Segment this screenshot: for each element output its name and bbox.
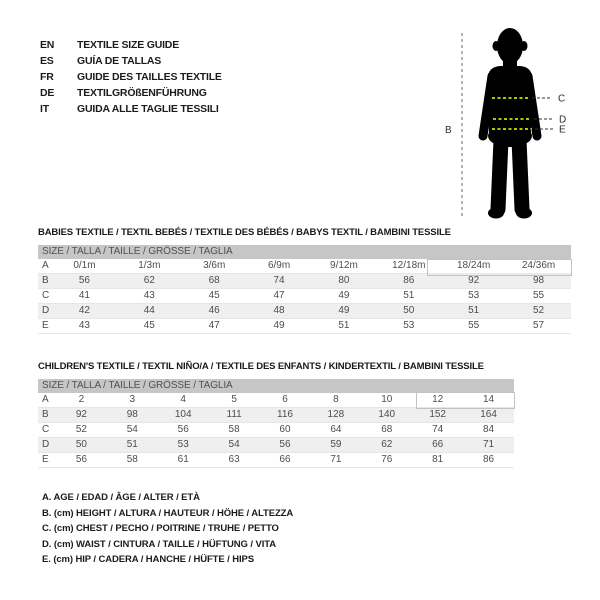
babies-size-table-section (38, 227, 571, 334)
row-label: D (42, 305, 50, 316)
children-table-rows (38, 393, 514, 468)
table-cell: 68 (381, 424, 393, 435)
table-cell: 54 (228, 439, 240, 450)
table-cell: 74 (432, 424, 444, 435)
table-cell: 57 (533, 320, 545, 331)
table-cell: 45 (143, 320, 155, 331)
language-code: EN (40, 39, 55, 51)
table-cell: 50 (403, 305, 415, 316)
table-cell: 44 (143, 305, 155, 316)
language-code: DE (40, 87, 55, 99)
table-cell: 24/36m (521, 260, 556, 271)
table-row-a (38, 393, 514, 408)
table-row-c (38, 423, 514, 438)
table-cell: 50 (75, 439, 87, 450)
table-cell: 74 (273, 275, 285, 286)
legend-line-waist: D. (cm) WAIST / CINTURA / TAILLE / HÜFTUNG / VITA (42, 538, 276, 550)
table-cell: 80 (338, 275, 350, 286)
table-cell: 58 (126, 454, 138, 465)
table-cell: 49 (338, 290, 350, 301)
table-cell: 56 (177, 424, 189, 435)
table-cell: 84 (482, 424, 495, 435)
row-label: B (42, 409, 49, 420)
waist-label: D (559, 114, 567, 126)
row-label: C (42, 290, 50, 301)
language-code: ES (40, 55, 54, 67)
table-cell: 52 (75, 424, 87, 435)
table-cell: 5 (231, 394, 237, 405)
table-row-b (38, 408, 514, 423)
legend-line-chest: C. (cm) CHEST / PECHO / POITRINE / TRUHE / PETTO (42, 523, 279, 535)
table-cell: 12/18m (392, 260, 426, 271)
table-cell: 43 (143, 290, 155, 301)
hip-label: E (559, 124, 566, 136)
table-cell: 4 (180, 394, 186, 405)
row-label: D (42, 439, 50, 450)
table-cell: 51 (468, 305, 480, 316)
language-list (40, 37, 222, 117)
table-cell: 14 (482, 394, 495, 405)
children-table-title: CHILDREN'S TEXTILE / TEXTIL NIÑO/A / TEXTILE DES ENFANTS / KINDERTEXTIL / BAMBINI TESSILE (38, 361, 484, 372)
table-cell: 18/24m (457, 260, 491, 271)
table-cell: 48 (273, 305, 285, 316)
table-cell: 55 (533, 290, 545, 301)
table-cell: 66 (432, 439, 444, 450)
table-cell: 47 (208, 320, 220, 331)
table-cell: 3 (129, 394, 136, 405)
height-label: B (445, 125, 452, 136)
table-cell: 62 (143, 275, 155, 286)
table-cell: 71 (482, 439, 495, 450)
table-cell: 42 (78, 305, 90, 316)
legend-line-height: B. (cm) HEIGHT / ALTURA / HAUTEUR / HÖHE / ALTEZZA (42, 507, 294, 519)
row-label: A (42, 260, 49, 271)
language-row-es (40, 53, 222, 69)
table-cell: 56 (75, 454, 87, 465)
table-cell: 66 (279, 454, 291, 465)
language-row-fr (40, 69, 222, 85)
table-cell: 104 (174, 409, 192, 420)
table-cell: 45 (208, 290, 220, 301)
legend-line-age: A. AGE / EDAD / ÂGE / ALTER / ETÀ (42, 492, 200, 503)
table-cell: 53 (177, 439, 189, 450)
measurement-legend (42, 490, 293, 568)
table-cell: 8 (333, 394, 339, 405)
table-cell: 2 (78, 394, 85, 405)
table-cell: 49 (338, 305, 350, 316)
table-cell: 41 (78, 290, 90, 301)
table-row-e (38, 319, 571, 334)
child-measurement-figure (440, 12, 580, 227)
table-cell: 92 (468, 275, 480, 286)
table-cell: 58 (228, 424, 240, 435)
table-cell: 47 (273, 290, 285, 301)
table-cell: 164 (480, 409, 497, 420)
table-row-d (38, 438, 514, 453)
row-label: E (42, 320, 49, 331)
table-cell: 10 (381, 394, 393, 405)
table-row-b (38, 274, 571, 289)
language-title: GUIDE DES TAILLES TEXTILE (77, 71, 222, 83)
row-label: C (42, 424, 50, 435)
table-cell: 61 (177, 454, 189, 465)
table-cell: 116 (277, 409, 293, 420)
chest-label: C (558, 93, 566, 105)
language-row-de (40, 85, 222, 101)
size-header-bar: SIZE / TALLA / TAILLE / GRÖSSE / TAGLIA (38, 245, 571, 259)
table-cell: 76 (381, 454, 393, 465)
table-cell: 49 (273, 320, 285, 331)
babies-table-rows (38, 259, 571, 334)
table-cell: 59 (330, 439, 342, 450)
table-cell: 43 (78, 320, 90, 331)
table-cell: 63 (228, 454, 240, 465)
table-cell: 98 (533, 275, 545, 286)
table-cell: 51 (126, 439, 138, 450)
children-size-table-section (38, 361, 514, 468)
table-row-a (38, 259, 571, 274)
table-cell: 81 (432, 454, 444, 465)
row-label: E (42, 454, 49, 465)
table-cell: 54 (126, 424, 138, 435)
table-cell: 111 (226, 409, 242, 420)
size-header-bar: SIZE / TALLA / TAILLE / GRÖSSE / TAGLIA (38, 379, 514, 393)
table-row-e (38, 453, 514, 468)
table-cell: 1/3m (138, 260, 161, 271)
table-cell: 9/12m (330, 260, 358, 271)
language-code: FR (40, 71, 54, 83)
babies-table-title: BABIES TEXTILE / TEXTIL BEBÉS / TEXTILE DES BÉBÉS / BABYS TEXTIL / BAMBINI TESSILE (38, 227, 451, 238)
language-row-it (40, 101, 222, 117)
table-cell: 6 (282, 394, 288, 405)
table-cell: 53 (468, 290, 480, 301)
child-silhouette-icon (440, 12, 580, 227)
table-cell: 55 (468, 320, 480, 331)
table-cell: 86 (482, 454, 495, 465)
table-cell: 128 (327, 409, 345, 420)
table-cell: 68 (208, 275, 220, 286)
table-cell: 12 (432, 394, 444, 405)
table-cell: 52 (533, 305, 545, 316)
language-code: IT (40, 103, 49, 115)
row-label: B (42, 275, 49, 286)
language-title: GUÍA DE TALLAS (77, 55, 162, 67)
table-cell: 62 (381, 439, 393, 450)
table-cell: 53 (403, 320, 415, 331)
table-cell: 152 (429, 409, 446, 420)
table-cell: 64 (330, 424, 342, 435)
table-cell: 60 (279, 424, 291, 435)
table-cell: 51 (338, 320, 350, 331)
table-cell: 56 (78, 275, 90, 286)
legend-line-hip: E. (cm) HIP / CADERA / HANCHE / HÜFTE / HIPS (42, 554, 255, 566)
table-cell: 98 (126, 409, 138, 420)
table-cell: 51 (403, 290, 415, 301)
table-cell: 6/9m (267, 260, 291, 271)
table-cell: 86 (403, 275, 415, 286)
language-title: TEXTILE SIZE GUIDE (77, 39, 179, 51)
table-row-c (38, 289, 571, 304)
language-row-en (40, 37, 222, 53)
table-cell: 92 (75, 409, 87, 420)
language-title: GUIDA ALLE TAGLIE TESSILI (77, 103, 219, 115)
table-cell: 56 (279, 439, 291, 450)
table-cell: 3/6m (203, 260, 226, 271)
table-cell: 140 (378, 409, 396, 420)
table-cell: 71 (330, 454, 342, 465)
language-title: TEXTILGRÖßENFÜHRUNG (77, 87, 207, 99)
table-cell: 46 (208, 305, 220, 316)
table-row-d (38, 304, 571, 319)
table-cell: 0/1m (73, 260, 96, 271)
row-label: A (42, 394, 49, 405)
